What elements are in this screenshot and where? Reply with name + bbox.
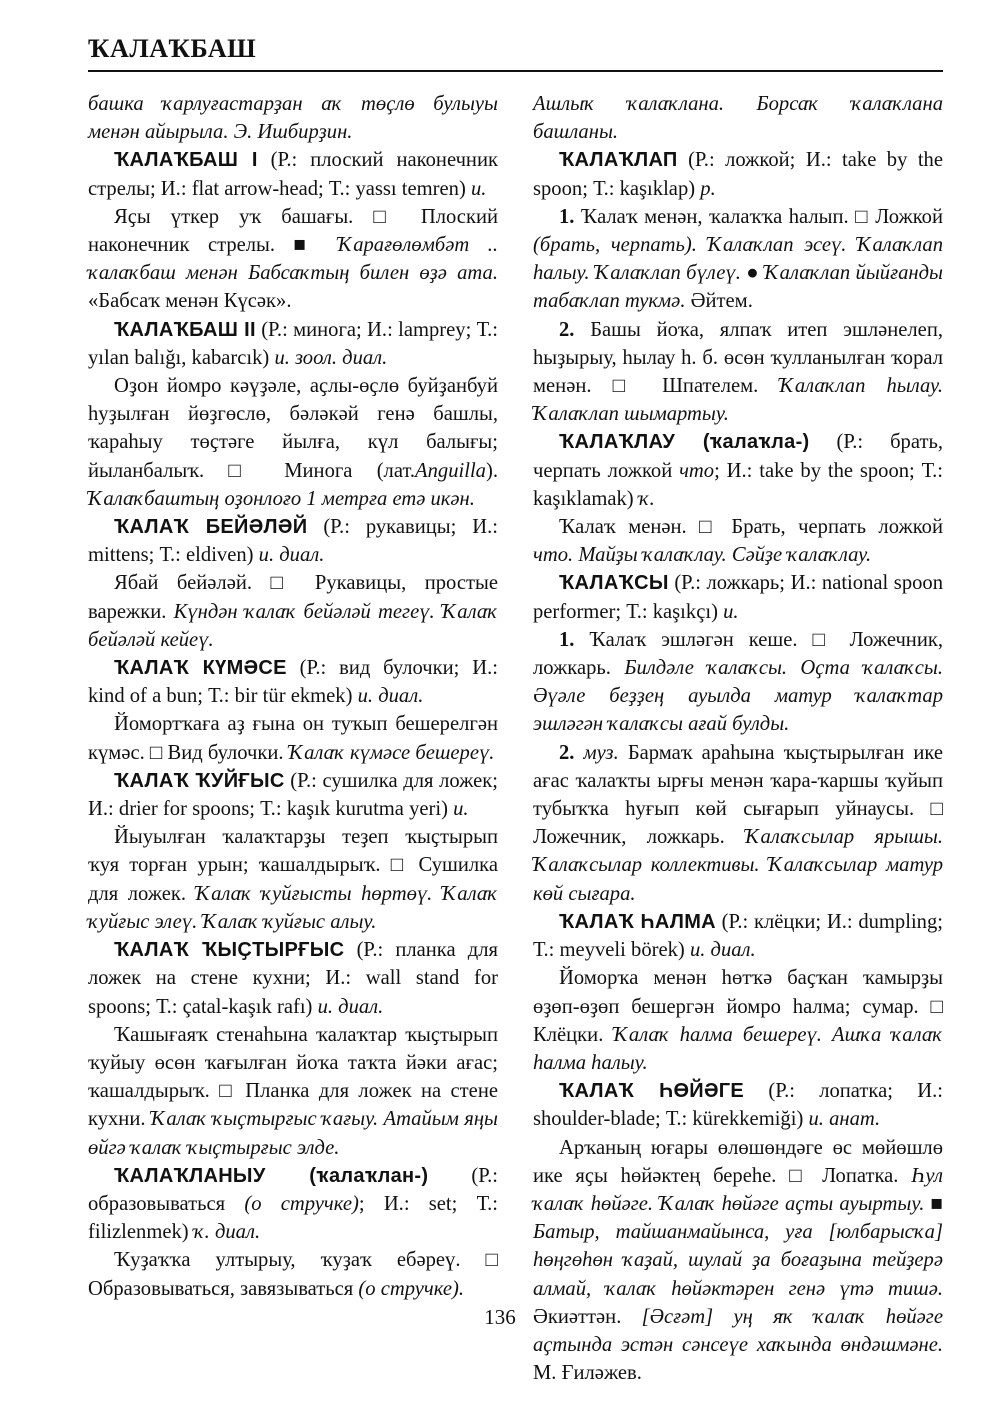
headword: ҠАЛАҠ ҺАЛМА: [559, 910, 716, 933]
entry-kalaklau-body: [533, 513, 943, 569]
part-of-speech: и. анат.: [808, 1108, 881, 1131]
usage-note: (о стручке).: [358, 1277, 464, 1300]
translations: ; И.: set; Т.: filizlenmek): [88, 1192, 498, 1244]
part-of-speech: и. диал.: [357, 685, 424, 708]
part-of-speech: и.: [470, 177, 487, 200]
example-text: Ҡалаҡбаштың оҙонлоғо 1 метрға етә икән.: [88, 487, 475, 510]
part-of-speech: и. зоол. диал.: [274, 346, 388, 369]
gloss: (брать, черпать).: [533, 234, 697, 257]
punctuation: ).: [485, 459, 498, 482]
definition: Ҡалаҡ менән. □ Брать, черпать ложкой: [559, 516, 943, 539]
example-text: Ҡарағөлөмбәт .. ҡалаҡбаш менән Бабсаҡтың билен өҙә ата.: [88, 234, 498, 285]
translations: (Р.: сушилка для ложек; И.: drier for spoons; Т.: kaşık kurutma yeri): [88, 769, 498, 821]
entry-continuation: [88, 90, 498, 146]
translations: ; И.: take by the spoon; Т.: kaşıklamak): [533, 459, 944, 510]
entry-kalak-hoyage-body: [533, 1134, 943, 1388]
definition: Оҙон йомро кәүҙәле, аҫлы-өҫлө буйҙанбуй һуҙылған йөҙгөслө, бәләкәй генә башлы, ҡараһыу төҫтәге йылға, күл балығы; йыланбалыҡ. □ Минога (лат.: [88, 375, 498, 482]
definition: Йоморҡа менән һөтҡә баҫҡан ҡамырҙы өҙөп-өҙөп бешергән йомро һалма; сумар. □ Клёцки.: [533, 967, 943, 1046]
entry-kalaklanyu-body: [88, 1246, 498, 1302]
example-text: [Әсғәт] уң яҡ ҡалаҡ һөйәге аҫтында эстән сәнсеүе хаҡында өндәшмәне.: [533, 1305, 943, 1356]
entry-kalak-halma: [533, 908, 943, 964]
entry-kalaklap-sense-1: [533, 203, 943, 316]
entry-kalakbash-2-body: [88, 372, 498, 513]
part-of-speech: ҡ.: [638, 487, 655, 510]
header-rule: [88, 70, 943, 72]
part-of-speech: и.: [453, 798, 469, 821]
example-text: Ҡалаҡлап һылау. Ҡалаҡлап шымартыу.: [533, 375, 943, 426]
example-text: Билдәле ҡалаҡсы. Оҫта ҡалаҡсы. Әүәле беҙҙең ауылда матур ҡалаҡтар эшләгән ҡалаҡсы ағай булды.: [533, 657, 943, 736]
definition: Бармаҡ араһына ҡыҫтырылған ике ағас ҡалаҡты ырғы менән ҡара-ҡаршы ҡуйып тубыҡҡа һуғып көй сығарып уйнаусы. □ Ложечник, ложкарь.: [533, 741, 943, 849]
translations: (Р.: ложкой; И.: take by the spoon; Т.: kaşıklap): [533, 149, 943, 200]
entry-kalakbash-2: [88, 316, 498, 372]
translations: (Р.: вид булочки; И.: kind of a bun; Т.: bir tür ekmek): [88, 657, 498, 708]
entry-kalaklap-sense-2: [533, 316, 943, 429]
entry-kalak-beyaley-body: [88, 569, 498, 654]
example-text: Күндән ҡалаҡ бейәләй тегеү. Ҡалаҡ бейәләй кейеү.: [88, 600, 498, 651]
entry-kalaklanyu: [88, 1162, 498, 1247]
entry-kalak-halma-body: [533, 964, 943, 1077]
example-text: Һул ҡалаҡ һөйәге. Ҡалаҡ һөйәге аҫты ауыртыу.: [533, 1164, 943, 1215]
headword: ҠАЛАҠЛАУ (ҡалаҡла-): [559, 431, 810, 454]
entry-kalak-kystyrgys-body: [88, 1021, 498, 1162]
source: «Бабсаҡ менән Күсәк».: [88, 290, 292, 313]
example-text: Ашлыҡ ҡалаҡлана. Борсаҡ ҡалаҡлана башланы.: [533, 93, 943, 144]
example-text: башка ҡарлуғастарҙан аҡ төҫлө булыуы менән айырыла. Э. Ишбирҙин.: [88, 93, 498, 144]
example-text: Майҙы ҡалаҡлау. Сәйҙе ҡалаҡлау.: [578, 544, 872, 567]
example-text: Ҡалаҡ ҡыҫтырғыс ҡағыу. Атайым яңы өйгә ҡалаҡ ҡыҫтырғыс элде.: [88, 1108, 498, 1159]
entry-kalaklap: [533, 146, 943, 202]
usage-note: что.: [533, 544, 574, 567]
example-text: Ҡалаҡсылар ярышы. Ҡалаҡсылар коллективы. Ҡалаҡсылар матур көй сығара.: [533, 826, 944, 905]
headword: ҠАЛАҠЛАНЫУ (ҡалаҡлан-): [114, 1164, 429, 1187]
translations: (Р.: образовываться: [88, 1164, 498, 1215]
translations: (Р.: брать, черпать ложкой: [533, 431, 943, 482]
headword: ҠАЛАҠ ҺӨЙӘГЕ: [559, 1080, 745, 1103]
translations: (Р.: клёцки; И.: dumpling; Т.: meyveli börek): [533, 910, 943, 962]
part-of-speech: и.: [723, 600, 739, 623]
entry-kalak-kystyrgys: [88, 936, 498, 1021]
headword: ҠАЛАҠ ҠУЙҒЫС: [114, 769, 285, 792]
definition: Яҫы үткер уҡ башағы. □ Плоский наконечник стрелы. ■: [88, 205, 498, 257]
headword: ҠАЛАҠБАШ I: [114, 149, 258, 172]
latin-name: Anguilla: [415, 459, 486, 482]
entry-kalak-kuygys-body: [88, 823, 498, 936]
right-column: [533, 90, 943, 1387]
entry-kalaksy-sense-1: [533, 626, 943, 739]
running-head: ҠАЛАҠБАШ: [88, 34, 257, 63]
example-text: Ҡалаҡлап эсеү. Ҡалаҡлап һалыу. Ҡалаҡлап бүлеү.: [533, 234, 943, 285]
part-of-speech: и. диал.: [317, 995, 384, 1018]
definition: Ҡашығаяҡ стенаһына ҡалаҡтар ҡыҫтырып ҡуйыу өсөн ҡағылған йоҡа таҡта йәки ағас; ҡашалдырыҡ. □ Планка для ложек на стене кухни.: [88, 1023, 498, 1131]
entry-continuation: [533, 90, 943, 146]
headword: ҠАЛАҠСЫ: [559, 572, 669, 595]
translations: (Р.: рукавицы; И.: mittens; Т.: eldiven): [88, 516, 498, 567]
translations: (Р.: плоский наконечник стрелы; И.: flat arrow-head; Т.: yassı temren): [88, 149, 498, 200]
sense-number: 1.: [559, 628, 575, 651]
domain-label: муз.: [583, 741, 619, 764]
source: М. Ғиләжев.: [533, 1362, 642, 1385]
translations: (Р.: лопатка; И.: shoulder-blade; Т.: kürekkemiği): [533, 1080, 943, 1131]
definition: Арҡаның юғары өлөшөндәге өс мөйөшлө ике яҫы һөйәктең береһе. □ Лопатка.: [533, 1136, 943, 1187]
translations: (Р.: минога; И.: lamprey; Т.: yılan balığı, kabarcık): [88, 318, 498, 369]
entry-kalakbash-1-body: [88, 203, 498, 316]
definition: Йыуылған ҡалаҡтарҙы теҙеп ҡыҫтырып ҡуя торған урын; ҡашалдырыҡ. □ Сушилка для ложек.: [88, 826, 498, 905]
definition: Ҡалаҡ эшләгән кеше. □ Ложечник, ложкарь.: [533, 628, 943, 680]
part-of-speech: и. диал.: [689, 939, 756, 962]
left-column: [88, 90, 498, 1303]
bullet-icon: ●: [746, 262, 759, 285]
part-of-speech: ҡ. диал.: [193, 1221, 261, 1244]
part-of-speech: р.: [700, 177, 716, 200]
source: Әкиәттән.: [533, 1305, 622, 1328]
entry-kalaksy: [533, 569, 943, 625]
entry-kalak-hoyage: [533, 1077, 943, 1133]
definition: Ҡуҙаҡҡа ултырыу, ҡуҙаҡ ебәреү. □ Образовываться, завязываться: [88, 1249, 498, 1300]
headword: ҠАЛАҠЛАП: [559, 149, 678, 172]
sense-number: 1.: [559, 205, 575, 228]
usage-note: что: [679, 459, 715, 482]
definition: Ҡалаҡ менән, ҡалаҡҡа һалып. □ Ложкой: [580, 205, 943, 228]
sense-number: 2.: [559, 318, 575, 341]
entry-kalaklau: [533, 428, 943, 513]
sense-number: 2.: [559, 741, 575, 764]
definition: Ябай бейәләй. □ Рукавицы, простые варежки.: [88, 572, 498, 623]
example-text: Батыр, тайшанмайынса, уға [юлбарысҡа] һөңгөһөн ҡаҙай, шулай ҙа боғаҙына тейҙерә алмай, ҡалаҡ һөйәктәрен генә үтә тишә.: [533, 1221, 943, 1300]
usage-note: (о стручке): [244, 1192, 359, 1215]
part-of-speech: и. диал.: [258, 544, 325, 567]
example-text: Ҡалаҡлап йыйғанды табаҡлап тукмә.: [533, 262, 943, 313]
headword: ҠАЛАҠ КҮМӘСЕ: [114, 657, 287, 680]
translations: (Р.: ложкарь; И.: national spoon performer; Т.: kaşıkçı): [533, 572, 944, 623]
entry-kalak-beyaley: [88, 513, 498, 569]
square-bullet-icon: ■: [930, 1192, 943, 1215]
entry-kalaksy-sense-2: [533, 739, 943, 908]
entry-kalak-kumase-body: [88, 710, 498, 766]
source: Әйтем.: [690, 290, 753, 313]
headword: ҠАЛАҠБАШ II: [114, 318, 256, 341]
example-text: Ҡалаҡ һалма бешереү. Ашҡа ҡалаҡ һалма һалыу.: [533, 1023, 943, 1074]
definition: Башы йоҡа, ялпаҡ итеп эшләнелеп, һыҙырыу, һылау һ. б. өсөн ҡулланылған ҡорал менән. □ Шпателем.: [533, 318, 943, 398]
headword: ҠАЛАҠ ҠЫҪТЫРҒЫС: [114, 939, 345, 962]
entry-kalak-kuygys: [88, 767, 498, 823]
translations: (Р.: планка для ложек на стене кухни; И.: wall stand for spoons; Т.: çatal-kaşık rafı): [88, 939, 498, 1018]
entry-kalak-kumase: [88, 654, 498, 710]
headword: ҠАЛАҠ БЕЙӘЛӘЙ: [114, 516, 308, 539]
page-number: 136: [484, 1305, 516, 1329]
definition: Йомортҡаға аҙ ғына он туҡып бешерелгән күмәс. □ Вид булочки.: [88, 713, 498, 764]
entry-kalakbash-1: [88, 146, 498, 202]
example-text: Ҡалаҡ күмәсе бешереү.: [288, 741, 495, 764]
example-text: Ҡалаҡ ҡуйғысты һөртөү. Ҡалаҡ ҡуйғыс элеү. Ҡалаҡ ҡуйғыс алыу.: [88, 882, 498, 933]
